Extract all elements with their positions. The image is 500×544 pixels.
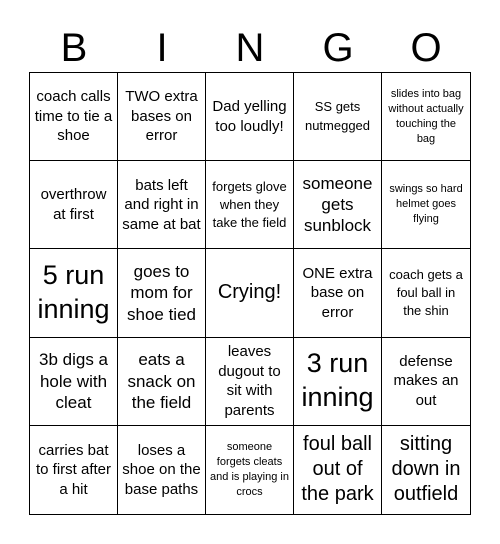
bingo-cell-r2-c4[interactable]: someone gets sunblock	[294, 161, 382, 249]
bingo-board	[29, 72, 471, 515]
bingo-cell-r1-c5[interactable]: slides into bag without actually touching the bag	[382, 73, 470, 161]
bingo-cell-r5-c1[interactable]: carries bat to first after a hit	[30, 426, 118, 514]
bingo-cell-r3-c3[interactable]: Crying!	[206, 249, 294, 337]
header-letter-g: G	[322, 26, 354, 70]
header-letter-i: I	[156, 26, 168, 70]
bingo-cell-r1-c4[interactable]: SS gets nutmegged	[294, 73, 382, 161]
bingo-cell-r3-c2[interactable]: goes to mom for shoe tied	[118, 249, 206, 337]
bingo-cell-r4-c3[interactable]: leaves dugout to sit with parents	[206, 338, 294, 426]
bingo-cell-r3-c5[interactable]: coach gets a foul ball in the shin	[382, 249, 470, 337]
bingo-cell-r5-c3[interactable]: someone forgets cleats and is playing in crocs	[206, 426, 294, 514]
bingo-cell-r1-c1[interactable]: coach calls time to tie a shoe	[30, 73, 118, 161]
bingo-header	[30, 24, 470, 72]
bingo-cell-r2-c1[interactable]: overthrow at first	[30, 161, 118, 249]
bingo-cell-r2-c5[interactable]: swings so hard helmet goes flying	[382, 161, 470, 249]
bingo-cell-r2-c2[interactable]: bats left and right in same at bat	[118, 161, 206, 249]
header-letter-b: B	[60, 26, 88, 70]
bingo-cell-r5-c5[interactable]: sitting down in outfield	[391, 433, 461, 506]
bingo-cell-r4-c4[interactable]: 3 run inning	[294, 338, 382, 426]
bingo-cell-r5-c2[interactable]: loses a shoe on the base paths	[118, 426, 206, 514]
bingo-cell-r4-c2[interactable]: eats a snack on the field	[118, 338, 206, 426]
bingo-cell-r3-c4[interactable]: ONE extra base on error	[294, 249, 382, 337]
header-letter-n: N	[235, 26, 265, 70]
bingo-cell-r3-c1[interactable]: 5 run inning	[30, 249, 118, 337]
bingo-cell-r1-c2[interactable]: TWO extra bases on error	[118, 73, 206, 161]
bingo-cell-r5-c4[interactable]: foul ball out of the park	[294, 426, 382, 514]
bingo-cell-r4-c1[interactable]: 3b digs a hole with cleat	[30, 338, 118, 426]
bingo-cell-r4-c5[interactable]: defense makes an out	[382, 338, 470, 426]
header-letter-o: O	[410, 26, 442, 70]
bingo-cell-r2-c3[interactable]: forgets glove when they take the field	[206, 161, 294, 249]
bingo-cell-r1-c3[interactable]: Dad yelling too loudly!	[206, 73, 294, 161]
